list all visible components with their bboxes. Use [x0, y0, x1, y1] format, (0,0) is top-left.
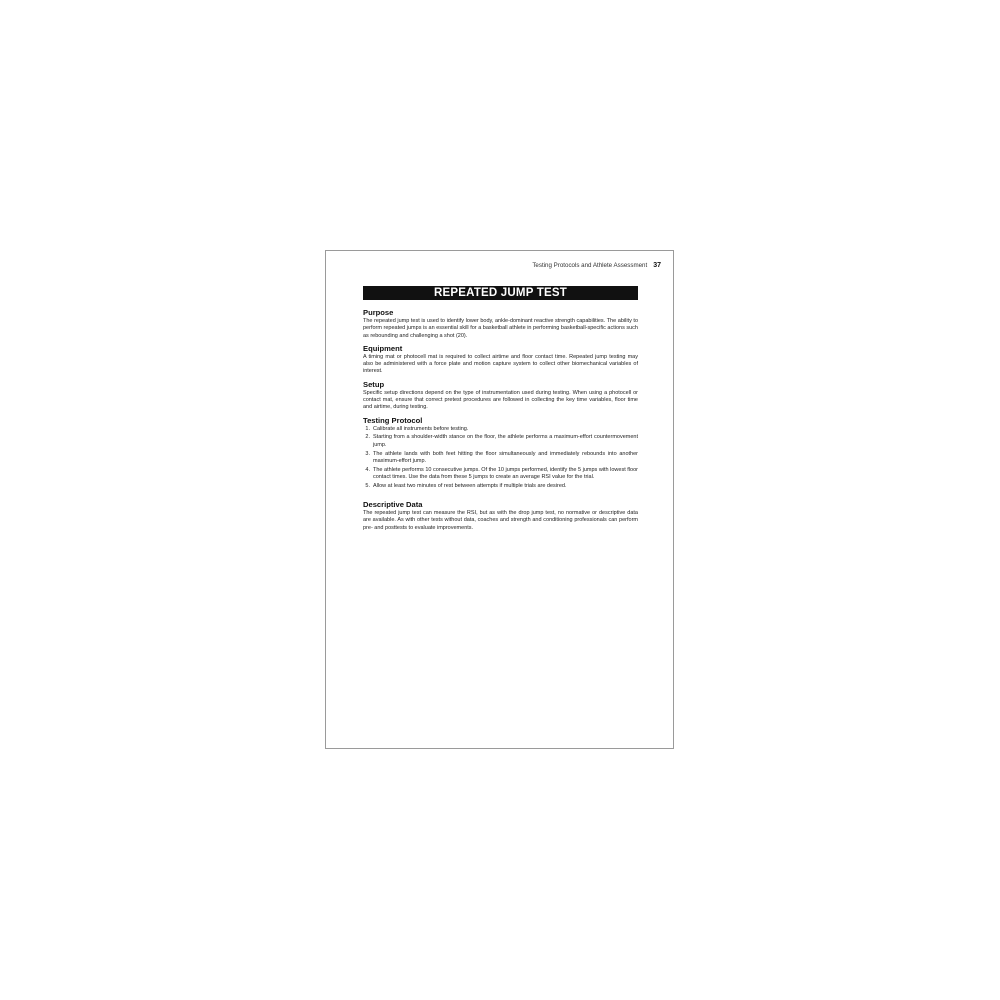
step-number: 2. — [365, 434, 370, 441]
protocol-step — [363, 451, 638, 466]
step-number: 4. — [365, 466, 370, 473]
purpose-heading: Purpose — [363, 308, 394, 317]
descriptive-section — [363, 500, 638, 532]
descriptive-text: The repeated jump test can measure the RSI, but as with the drop jump test, no normative or descriptive data are available. As with other tests without data, coaches and strength and conditioning professionals can perform pre- and posttests to evaluate improvements. — [363, 510, 638, 531]
step-text: Starting from a shoulder-width stance on the floor, the athlete performs a maximum-effort countermovement jump. — [373, 434, 638, 448]
page-title: REPEATED JUMP TEST — [363, 286, 638, 300]
setup-text: Specific setup directions depend on the type of instrumentation used during testing. When using a photocell or contact mat, ensure that correct pretest procedures are followed in collecting the key time variables, floor time and airtime, during testing. — [363, 389, 638, 411]
equipment-heading: Equipment — [363, 343, 403, 353]
setup-heading: Setup — [363, 379, 385, 389]
step-number: 1. — [365, 425, 370, 432]
step-number: 3. — [365, 450, 370, 457]
equipment-section — [363, 344, 638, 376]
purpose-section — [363, 308, 638, 340]
descriptive-heading: Descriptive Data — [363, 500, 423, 510]
step-text: The athlete lands with both feet hitting the floor simultaneously and immediately rebounds into another maximum-effort jump. — [373, 450, 638, 464]
running-title: Testing Protocols and Athlete Assessment — [532, 262, 648, 269]
protocol-step — [363, 483, 638, 490]
protocol-step — [363, 467, 638, 482]
page-content — [363, 308, 638, 536]
book-page — [325, 250, 674, 749]
setup-section — [363, 380, 638, 412]
step-text: The athlete performs 10 consecutive jumps. Of the 10 jumps performed, identify the 5 jumps with lowest floor contact times. Use the data from these 5 jumps to create an average RSI value for the trial. — [373, 466, 638, 480]
protocol-list — [363, 426, 638, 490]
protocol-heading: Testing Protocol — [363, 415, 423, 425]
protocol-step — [363, 434, 638, 449]
step-number: 5. — [365, 482, 370, 489]
step-text: Calibrate all instruments before testing. — [373, 425, 469, 432]
purpose-text: The repeated jump test is used to identify lower body, ankle-dominant reactive strength capabilities. The ability to perform repeated jumps is an essential skill for a basketball athlete in performing basketball-specific actions such as rebounding and challenging a shot (20). — [363, 318, 638, 339]
protocol-section — [363, 416, 638, 490]
equipment-text: A timing mat or photocell mat is required to collect airtime and floor contact time. Repeated jump testing may also be administered with a force plate and motion capture system to collect other biomechanical variables of interest. — [363, 353, 638, 375]
page-number: 37 — [653, 262, 661, 269]
step-text: Allow at least two minutes of rest between attempts if multiple trials are desired. — [373, 482, 567, 489]
running-header — [532, 262, 661, 269]
protocol-step — [363, 426, 638, 433]
